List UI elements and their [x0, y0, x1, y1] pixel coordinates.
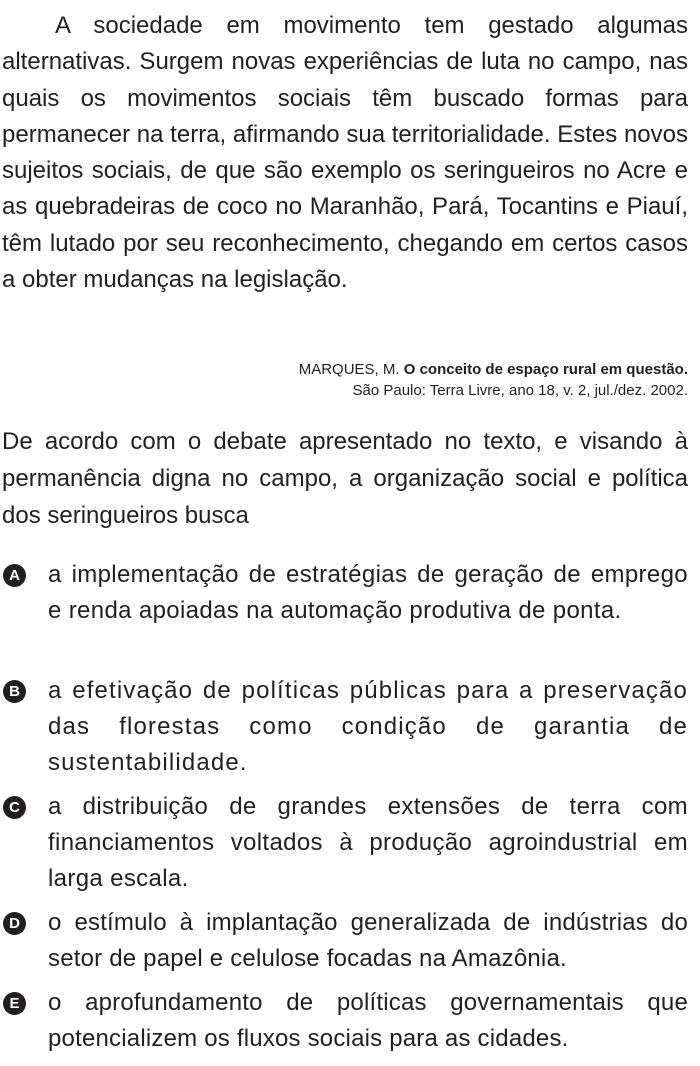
passage-text: A sociedade em movimento tem gestado algumas alternativas. Surgem novas experiências de luta no campo, nas quais os movimentos sociais têm buscado formas para permanecer na terra, afirmando sua territorialidade. Estes novos sujeitos sociais, de que são exemplo os seringueiros no Acre e as quebradeiras de coco no Maranhão, Pará, Tocantins e Piauí, têm lutado por seu reconhecimento, chegando em certos casos a obter mudanças na legislação. [2, 12, 688, 294]
question-stem: De acordo com o debate apresentado no texto, e visando à permanência digna no campo, a organização social e política dos seringueiros busca [2, 428, 688, 529]
option-d-letter-badge: D [3, 912, 26, 935]
option-b-text: a efetivação de políticas públicas para a preservação das florestas como condição de garantia de sustentabilidade. [48, 677, 688, 776]
option-a-text: a implementação de estratégias de geração de emprego e renda apoiadas na automação produtiva de ponta. [48, 561, 688, 624]
option-c-text: a distribuição de grandes extensões de terra com financiamentos voltados à produção agroindustrial em larga escala. [48, 793, 688, 892]
option-e-text: o aprofundamento de políticas governamentais que potencializem os fluxos sociais para as cidades. [48, 989, 688, 1052]
option-e-letter-badge: E [3, 992, 26, 1015]
citation-details: São Paulo: Terra Livre, ano 18, v. 2, jul./dez. 2002. [352, 382, 688, 399]
option-c-letter-badge: C [3, 796, 26, 819]
citation-title: O conceito de espaço rural em questão. [403, 361, 688, 378]
option-a-letter-badge: A [3, 564, 26, 587]
option-b-letter-badge: B [3, 680, 26, 703]
citation-author: MARQUES, M. [298, 361, 400, 378]
option-d-text: o estímulo à implantação generalizada de indústrias do setor de papel e celulose focadas na Amazônia. [48, 909, 688, 972]
